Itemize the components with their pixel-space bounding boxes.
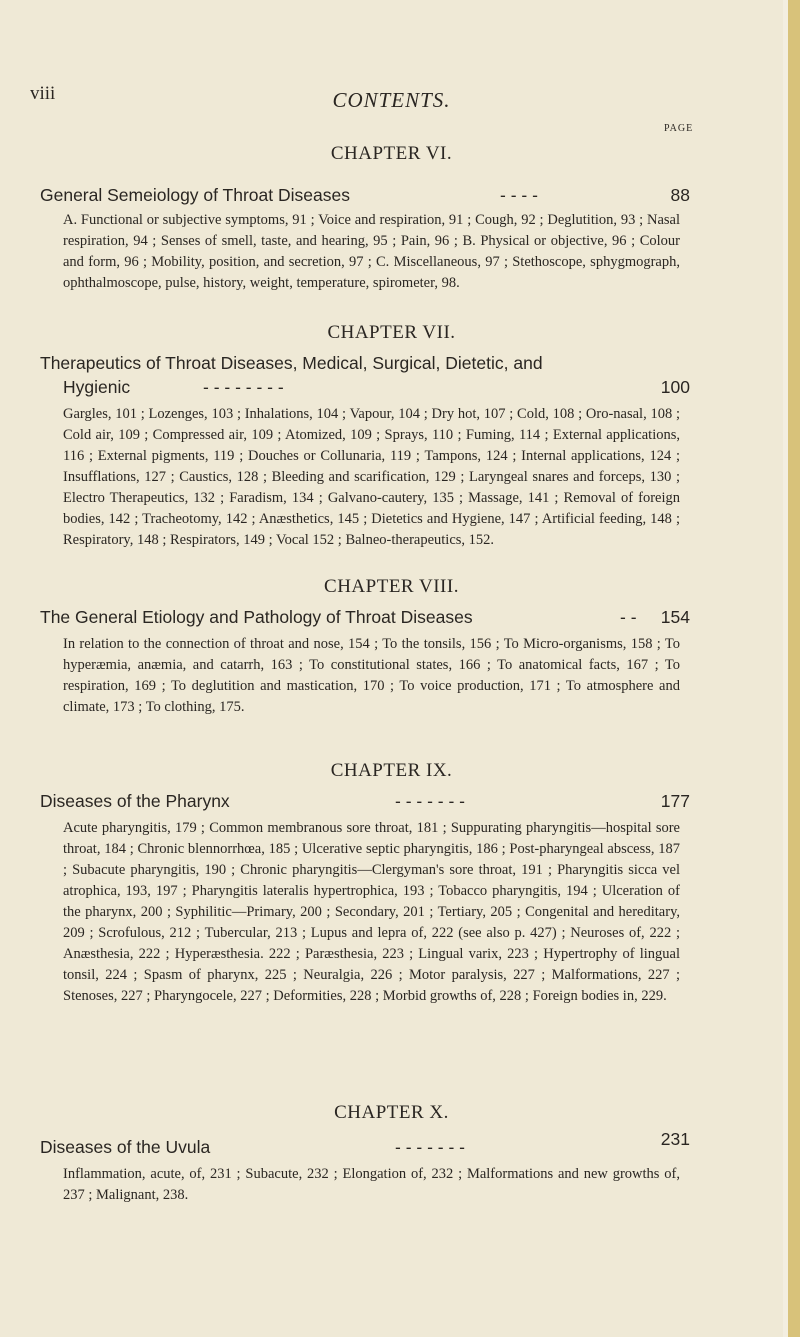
- chapter-title-text: General Semeiology of Throat Diseases: [40, 185, 350, 205]
- chapter-page-number: 231: [660, 1129, 690, 1149]
- leader-dots: - -: [620, 607, 637, 627]
- chapter-title: [40, 352, 680, 375]
- chapter-title-text: Diseases of the Pharynx: [40, 791, 230, 811]
- chapter-contents: A. Functional or subjective symptoms, 91 ; Voice and respiration, 91 ; Cough, 92 ; Deglutition, 93 ; Nasal respiration, 94 ; Senses of smell, taste, and hearing, 95 ; Pain, 96 ; B. Physical or objective, 96 ; Colour and form, 96 ; Mobility, position, and secretion, 97 ; C. Miscellaneous, 97 ; Stethoscope, sphygmograph, ophthalmoscope, pulse, history, weight, temperature, spirometer, 98.: [63, 212, 680, 291]
- chapter-title-text: Diseases of the Uvula: [40, 1137, 211, 1157]
- chapter-page-number: 177: [660, 791, 690, 811]
- leader-dots: - - - -: [500, 185, 538, 205]
- chapter-title-continued: [63, 376, 690, 399]
- folio-number: viii: [30, 83, 56, 104]
- chapter-title: [40, 790, 690, 813]
- running-head: CONTENTS.: [332, 88, 451, 112]
- chapter-title: [40, 606, 690, 629]
- chapter-contents: Inflammation, acute, of, 231 ; Subacute, 232 ; Elongation of, 232 ; Malformations and new growths of, 237 ; Malignant, 238.: [63, 1166, 680, 1203]
- chapter-page-number: 88: [670, 185, 690, 205]
- chapter-heading: CHAPTER VII.: [327, 322, 456, 343]
- leader-dots: - - - - - - -: [395, 791, 465, 811]
- leader-dots: - - - - - - - -: [203, 377, 284, 397]
- chapter-title-text: Therapeutics of Throat Diseases, Medical, Surgical, Dietetic, and: [40, 353, 543, 373]
- chapter-title-text: Hygienic: [63, 377, 131, 397]
- chapter-heading: CHAPTER VIII.: [324, 576, 459, 597]
- chapter-contents: Acute pharyngitis, 179 ; Common membranous sore throat, 181 ; Suppurating pharyngitis—hospital sore throat, 184 ; Chronic blennorrhœa, 185 ; Ulcerative septic pharyngitis, 186 ; Post-pharyngeal abscess, 187 ; Subacute pharyngitis, 190 ; Chronic pharyngitis—Clergyman's sore throat, 191 ; Pharyngitis sicca vel atrophica, 193, 197 ; Pharyngitis lateralis hypertrophica, 193 ; Tobacco pharyngitis, 194 ; Ulceration of the pharynx, 200 ; Syphilitic—Primary, 200 ; Secondary, 201 ; Tertiary, 205 ; Congenital and hereditary, 209 ; Scrofulous, 212 ; Tubercular, 213 ; Lupus and lepra of, 222 (see also p. 427) ; Neuroses of, 222 ; Anæsthesia, 222 ; Hyperæsthesia. 222 ; Paræsthesia, 223 ; Lingual varix, 223 ; Hypertrophy of lingual tonsil, 224 ; Spasm of pharynx, 225 ; Neuralgia, 226 ; Motor paralysis, 227 ; Malformations, 227 ; Stenoses, 227 ; Pharyngocele, 227 ; Deformities, 228 ; Morbid growths of, 228 ; Foreign bodies in, 229.: [63, 820, 680, 1004]
- chapter-title: [40, 184, 690, 207]
- chapter-heading: CHAPTER IX.: [330, 760, 453, 781]
- chapter-heading: CHAPTER X.: [334, 1102, 449, 1123]
- chapter-page-number: 154: [660, 607, 690, 627]
- chapter-heading: CHAPTER VI.: [330, 143, 453, 164]
- chapter-page-number: 100: [660, 377, 690, 397]
- chapter-contents: In relation to the connection of throat and nose, 154 ; To the tonsils, 156 ; To Micro-organisms, 158 ; To hyperæmia, anæmia, and catarrh, 163 ; To constitutional states, 166 ; To anatomical facts, 167 ; To respiration, 169 ; To deglutition and mastication, 170 ; To voice production, 171 ; To atmosphere and climate, 173 ; To clothing, 175.: [63, 636, 680, 715]
- page-column-label: PAGE: [664, 123, 694, 134]
- chapter-title: [40, 1129, 690, 1159]
- chapter-title-text: The General Etiology and Pathology of Throat Diseases: [40, 607, 473, 627]
- chapter-contents: Gargles, 101 ; Lozenges, 103 ; Inhalations, 104 ; Vapour, 104 ; Dry hot, 107 ; Cold, 108 ; Oro-nasal, 108 ; Cold air, 109 ; Compressed air, 109 ; Atomized, 109 ; Sprays, 110 ; Fuming, 114 ; External applications, 116 ; External pigments, 119 ; Douches or Collunaria, 119 ; Tampons, 124 ; Internal applications, 124 ; Insufflations, 127 ; Caustics, 128 ; Bleeding and scarification, 129 ; Laryngeal snares and forceps, 130 ; Electro Therapeutics, 132 ; Faradism, 134 ; Galvano-cautery, 135 ; Massage, 141 ; Removal of foreign bodies, 142 ; Tracheotomy, 142 ; Anæsthetics, 145 ; Dietetics and Hygiene, 147 ; Artificial feeding, 148 ; Respiratory, 148 ; Respirators, 149 ; Vocal 152 ; Balneo-therapeutics, 152.: [63, 406, 680, 548]
- leader-dots: - - - - - - -: [395, 1137, 465, 1157]
- page-edge: [783, 0, 800, 1337]
